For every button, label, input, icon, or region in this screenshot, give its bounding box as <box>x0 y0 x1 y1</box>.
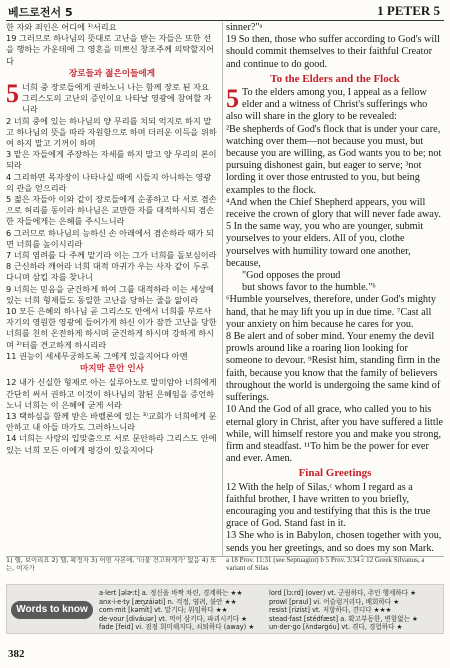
verse: 12 내가 신실한 형제로 아는 실루아노로 말미암아 너희에게 간단히 써서 권하고 이것이 하나님의 참된 은혜임을 증언하노니 너희는 이 은혜에 굳게 서라 <box>6 377 217 410</box>
vocab-entry: a·lert [əlɚːt] a. 정신을 바짝 차린, 경계하는 ★★ <box>99 589 243 597</box>
vocab-entry: stead·fast [stédfæst] a. 확고부동한, 변함없는 ★ <box>269 614 418 623</box>
verse: 3 맡은 자들에게 주장하는 자세를 하지 말고 양 무리의 본이 되라 <box>6 149 217 171</box>
vocab-entry: anx·i·e·ty [æŋzáiəti] n. 걱정, 염려, 불안 ★★ <box>99 597 237 606</box>
vocab-column-2 <box>269 589 441 632</box>
chapter-number: 5 <box>6 79 19 109</box>
vocab-entry: un·der·go [ʌ̀ndərgóu] vt. 겪다, 경험하다 ★ <box>269 623 403 632</box>
vocab-entry: resist [rizíst] vt. 저항하다, 견디다 ★★★ <box>269 606 392 615</box>
verse: 한 자와 죄인은 어디에 ¹⁾서리요 <box>6 22 117 32</box>
korean-column <box>6 22 218 556</box>
verse: ⁴And when the Chief Shepherd appears, you will receive the crown of glory that will never fade away. <box>226 196 441 221</box>
quote-line: "God opposes the proud <box>242 270 341 282</box>
verse: 10 And the God of all grace, who called you to his eternal glory in Christ, after you have suffered a little while, will himself restore you and make you strong, firm and steadfast. ¹¹To him be the power for ever and ever. Amen. <box>226 404 444 465</box>
verse: 2 너희 중에 있는 하나님의 양 무리를 치되 억지로 하지 말고 하나님의 뜻을 따라 자원함으로 하며 더러운 이득을 위하여 하지 말고 기꺼이 하며 <box>6 115 217 149</box>
page-header <box>0 0 450 22</box>
vocab-entry: lord [lɔːrd] (over) vt. 군림하다, 주인 행세하다 ★ <box>269 589 417 597</box>
verse: 19 So then, those who suffer according to God's will should commit themselves to their faithful Creator and continue to do good. <box>226 34 440 70</box>
verse: 5 젊은 자들아 이와 같이 장로들에게 순종하고 다 서로 겸손으로 허리를 동이라 하나님은 교만한 자를 대적하시되 겸손한 자들에게는 은혜를 주시느니라 <box>6 194 217 227</box>
verse: 13 She who is in Babylon, chosen together with you, sends you her greetings, and so does my son Mark. <box>226 530 442 554</box>
scripture-quote <box>226 270 444 294</box>
verse: 10 모든 은혜의 하나님 곧 그리스도 안에서 너희를 부르사 자기의 영원한 영광에 들어가게 하신 이가 잠깐 고난을 당한 너희를 친히 온전하게 하시며 굳건하게 하시며 강하게 하시며 ²⁾터를 견고하게 하시리라 <box>6 306 217 350</box>
verse: 8 근신하라 깨어라 너희 대적 마귀가 우는 사자 같이 두루 다니며 삼킬 자를 찾나니 <box>6 261 209 283</box>
header-rule <box>6 20 444 21</box>
section-heading: Final Greetings <box>298 467 372 480</box>
verse: 13 택하심을 함께 받은 바벨론에 있는 ³⁾교회가 너희에게 문안하고 내 아들 마가도 그러하느니라 <box>6 410 217 433</box>
verse: 너희 중 장로들에게 권하노니 나는 함께 장로 된 자요 그리스도의 고난의 증인이요 나타날 영광에 참여할 자니라 <box>22 82 212 115</box>
vocab-column-1 <box>99 589 267 632</box>
verse: 14 너희는 사랑의 입맞춤으로 서로 문안하라 그리스도 안에 있는 너희 모든 이에게 평강이 있을지어다 <box>6 433 217 455</box>
section-heading: 마지막 문안 인사 <box>79 364 145 375</box>
page-number: 382 <box>8 648 25 660</box>
verse: 6 그러므로 하나님의 능하신 손 아래에서 겸손하라 때가 되면 너희를 높이시리라 <box>6 227 214 249</box>
section-heading: 장로들과 젊은이들에게 <box>68 68 155 79</box>
verse: 11 권능이 세세무궁하도록 그에게 있을지어다 아멘 <box>6 350 188 361</box>
column-divider <box>222 22 223 556</box>
verse: 8 Be alert and of sober mind. Your enemy the devil prowls around like a roaring lion looking for someone to devour. ⁹Resist him, standing firm in the faith, because you know that the family of believers throughout the world is undergoing the same kind of sufferings. <box>226 331 441 404</box>
verse: ⁶Humble yourselves, therefore, under God's mighty hand, that he may lift you up in due time. ⁷Cast all your anxiety on him because he cares for you. <box>226 294 436 330</box>
verse: ²Be shepherds of God's flock that is under your care, watching over them—not because you must, but because you are willing, as God wants you to be; not pursuing dishonest gain, but eager to serve; ³not lording it over those entrusted to you, but being examples to the flock. <box>226 123 442 196</box>
vocab-entry: prowl [praul] vi. 어슬렁거리다, 배회하다 ★ <box>269 597 400 606</box>
section-heading: To the Elders and the Flock <box>270 72 400 85</box>
words-to-know-label: Words to know <box>11 601 93 619</box>
chapter-number: 5 <box>226 84 239 114</box>
korean-footnotes: 1) 헬, 보이리요 2) 헬, 확정자 3) 어떤 사본에, '더불 견고하게가' 없음 4) 또는, 여자가 <box>6 557 217 572</box>
verse: 5 In the same way, you who are younger, submit yourselves to your elders. All of you, clothe yourselves with humility toward one another, because, <box>226 221 424 269</box>
verse: 7 너희 염려를 다 주께 맡기라 이는 그가 너희를 돌보심이라 <box>6 250 217 261</box>
verse: 9 너희는 믿음을 굳건하게 하여 그를 대적하라 이는 세상에 있는 너희 형제들도 동일한 고난을 당하는 줄을 앎이라 <box>6 283 214 305</box>
korean-running-head: 베드로전서 5 <box>8 6 73 19</box>
verse: To the elders among you, I appeal as a fellow elder and a witness of Christ's sufferings who also will share in the glory to be revealed: <box>226 87 428 123</box>
english-running-head: 1 PETER 5 <box>377 3 440 18</box>
english-column <box>226 22 444 556</box>
vocab-entry: de·vour [diváuər] vt. 먹어 삼키다, 파괴시키다 ★ <box>99 614 248 623</box>
verse: 4 그리하면 목자장이 나타나실 때에 시들지 아니하는 영광의 관을 얻으리라 <box>6 171 212 193</box>
quote-line: but shows favor to the humble."ᵇ <box>242 282 376 294</box>
vocab-entry: fade [feid] vi. 점점 희미해지다, 쇠퇴하다 (away) ★ <box>99 623 255 632</box>
verse: 19 그러므로 하나님의 뜻대로 고난을 받는 자들은 또한 선을 행하는 가운데에 그 영혼을 미쁘신 창조주께 의탁할지어다 <box>6 33 215 66</box>
verse: 12 With the help of Silas,ᶜ whom I regard as a faithful brother, I have written to you briefly, encouraging you and testifying that this is the true grace of God. Stand fast in it. <box>226 481 431 530</box>
words-to-know-box <box>6 584 444 634</box>
vocab-entry: com·mit [kəmít] vt. 맡기다; 위임하다 ★★ <box>99 606 228 615</box>
english-footnotes: a 18 Prov. 11:31 (see Septuagint) b 5 Prov. 3:34 c 12 Greek Silvanus, a variant of Silas <box>226 557 425 572</box>
verse: sinner?"ᵃ <box>226 22 263 33</box>
